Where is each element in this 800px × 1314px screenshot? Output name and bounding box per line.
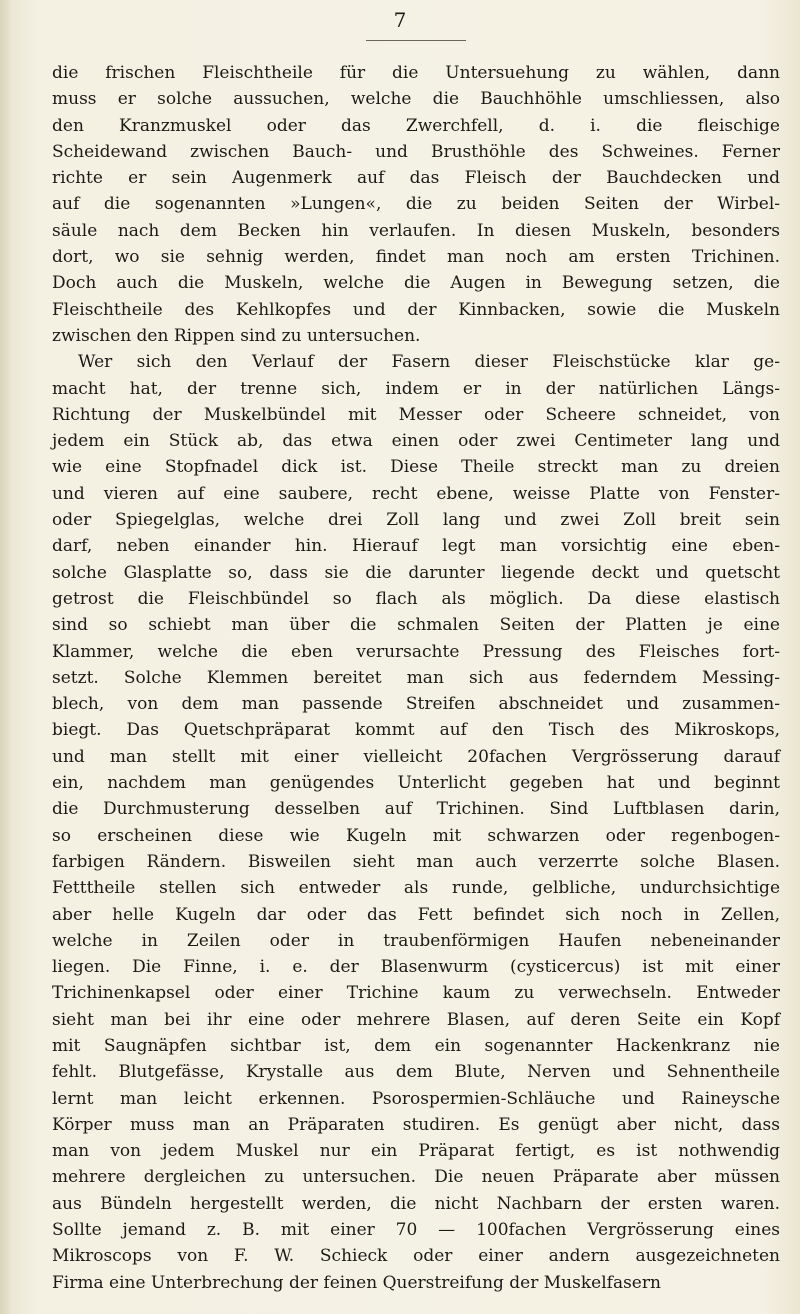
text-line: mit Saugnäpfen sichtbar ist, dem ein sogenannter Hackenkranz nie bbox=[52, 1035, 780, 1056]
text-line: Fleischtheile des Kehlkopfes und der Kinnbacken, sowie die Muskeln bbox=[52, 299, 780, 320]
text-line: farbigen Rändern. Bisweilen sieht man auch verzerrte solche Blasen. bbox=[52, 851, 780, 872]
text-line: den Kranzmuskel oder das Zwerchfell, d. i. die fleischige bbox=[52, 115, 780, 136]
text-line: so erscheinen diese wie Kugeln mit schwarzen oder regenbogen- bbox=[52, 825, 780, 846]
text-line: richte er sein Augenmerk auf das Fleisch der Bauchdecken und bbox=[52, 168, 780, 189]
text-line: solche Glasplatte so, dass sie die darunter liegende deckt und quetscht bbox=[52, 562, 780, 583]
text-line: mehrere dergleichen zu untersuchen. Die neuen Präparate aber müssen bbox=[52, 1167, 780, 1188]
text-line: man von jedem Muskel nur ein Präparat fertigt, es ist nothwendig bbox=[52, 1141, 780, 1162]
text-line: Mikroscops von F. W. Schieck oder einer andern ausgezeichneten bbox=[52, 1246, 780, 1267]
text-line: die frischen Fleischtheile für die Untersuehung zu wählen, dann bbox=[52, 63, 780, 83]
text-line: biegt. Das Quetschpräparat kommt auf den Tisch des Mikroskops, bbox=[52, 720, 780, 741]
text-line: sieht man bei ihr eine oder mehrere Blasen, auf deren Seite ein Kopf bbox=[52, 1009, 780, 1030]
text-line: die Durchmusterung desselben auf Trichinen. Sind Luftblasen darin, bbox=[52, 799, 780, 820]
text-line: lernt man leicht erkennen. Psorospermien-Schläuche und Raineysche bbox=[52, 1088, 780, 1109]
text-line: ein, nachdem man genügendes Unterlicht gegeben hat und beginnt bbox=[52, 773, 780, 794]
text-line: getrost die Fleischbündel so flach als möglich. Da diese elastisch bbox=[52, 588, 780, 609]
text-line: Richtung der Muskelbündel mit Messer oder Scheere schneidet, von bbox=[52, 404, 780, 425]
text-line: blech, von dem man passende Streifen abschneidet und zusammen- bbox=[52, 694, 780, 715]
text-line: und vieren auf eine saubere, recht ebene, weisse Platte von Fenster- bbox=[52, 483, 780, 504]
text-line: Doch auch die Muskeln, welche die Augen in Bewegung setzen, die bbox=[52, 273, 780, 294]
text-line: wie eine Stopfnadel dick ist. Diese Theile streckt man zu dreien bbox=[52, 457, 780, 478]
page-number: 7 bbox=[393, 8, 407, 32]
text-line: Klammer, welche die eben verursachte Pressung des Fleisches fort- bbox=[52, 641, 780, 662]
text-line: aus Bündeln hergestellt werden, die nicht Nachbarn der ersten waren. bbox=[52, 1193, 780, 1214]
text-line: und man stellt mit einer vielleicht 20fachen Vergrösserung darauf bbox=[52, 746, 780, 767]
text-line: muss er solche aussuchen, welche die Bauchhöhle umschliessen, also bbox=[52, 89, 780, 110]
text-line: Firma eine Unterbrechung der feinen Querstreifung der Muskelfasern bbox=[52, 1272, 661, 1293]
text-line: Körper muss man an Präparaten studiren. Es genügt aber nicht, dass bbox=[52, 1114, 780, 1135]
text-line: darf, neben einander hin. Hierauf legt man vorsichtig eine eben- bbox=[52, 536, 780, 557]
header-rule bbox=[366, 40, 466, 41]
text-line: säule nach dem Becken hin verlaufen. In diesen Muskeln, besonders bbox=[52, 220, 780, 241]
text-line: Scheidewand zwischen Bauch- und Brusthöhle des Schweines. Ferner bbox=[52, 141, 780, 162]
text-line: setzt. Solche Klemmen bereitet man sich aus federndem Messing- bbox=[52, 667, 780, 688]
text-line: dort, wo sie sehnig werden, findet man noch am ersten Trichinen. bbox=[52, 247, 780, 268]
text-line: sind so schiebt man über die schmalen Seiten der Platten je eine bbox=[52, 615, 780, 636]
text-line: fehlt. Blutgefässe, Krystalle aus dem Blute, Nerven und Sehnentheile bbox=[52, 1062, 780, 1083]
text-line: auf die sogenannten »Lungen«, die zu beiden Seiten der Wirbel- bbox=[52, 194, 780, 215]
body-text bbox=[52, 60, 780, 1296]
text-line: welche in Zeilen oder in traubenförmigen Haufen nebeneinander bbox=[52, 930, 780, 951]
text-line: Wer sich den Verlauf der Fasern dieser Fleischstücke klar ge- bbox=[78, 352, 780, 373]
text-line: Fetttheile stellen sich entweder als runde, gelbliche, undurchsichtige bbox=[52, 878, 780, 899]
text-line: aber helle Kugeln dar oder das Fett befindet sich noch in Zellen, bbox=[52, 904, 780, 925]
text-line: jedem ein Stück ab, das etwa einen oder zwei Centimeter lang und bbox=[52, 431, 780, 452]
text-line: Sollte jemand z. B. mit einer 70 — 100fachen Vergrösserung eines bbox=[52, 1220, 780, 1241]
text-line: liegen. Die Finne, i. e. der Blasenwurm (cysticercus) ist mit einer bbox=[52, 957, 780, 978]
page-gutter-shadow bbox=[0, 0, 12, 1314]
text-line: macht hat, der trenne sich, indem er in der natürlichen Längs- bbox=[52, 378, 780, 399]
text-line: oder Spiegelglas, welche drei Zoll lang und zwei Zoll breit sein bbox=[52, 510, 780, 531]
text-line: Trichinenkapsel oder einer Trichine kaum zu verwechseln. Entweder bbox=[52, 983, 780, 1004]
text-line: zwischen den Rippen sind zu untersuchen. bbox=[52, 325, 421, 346]
